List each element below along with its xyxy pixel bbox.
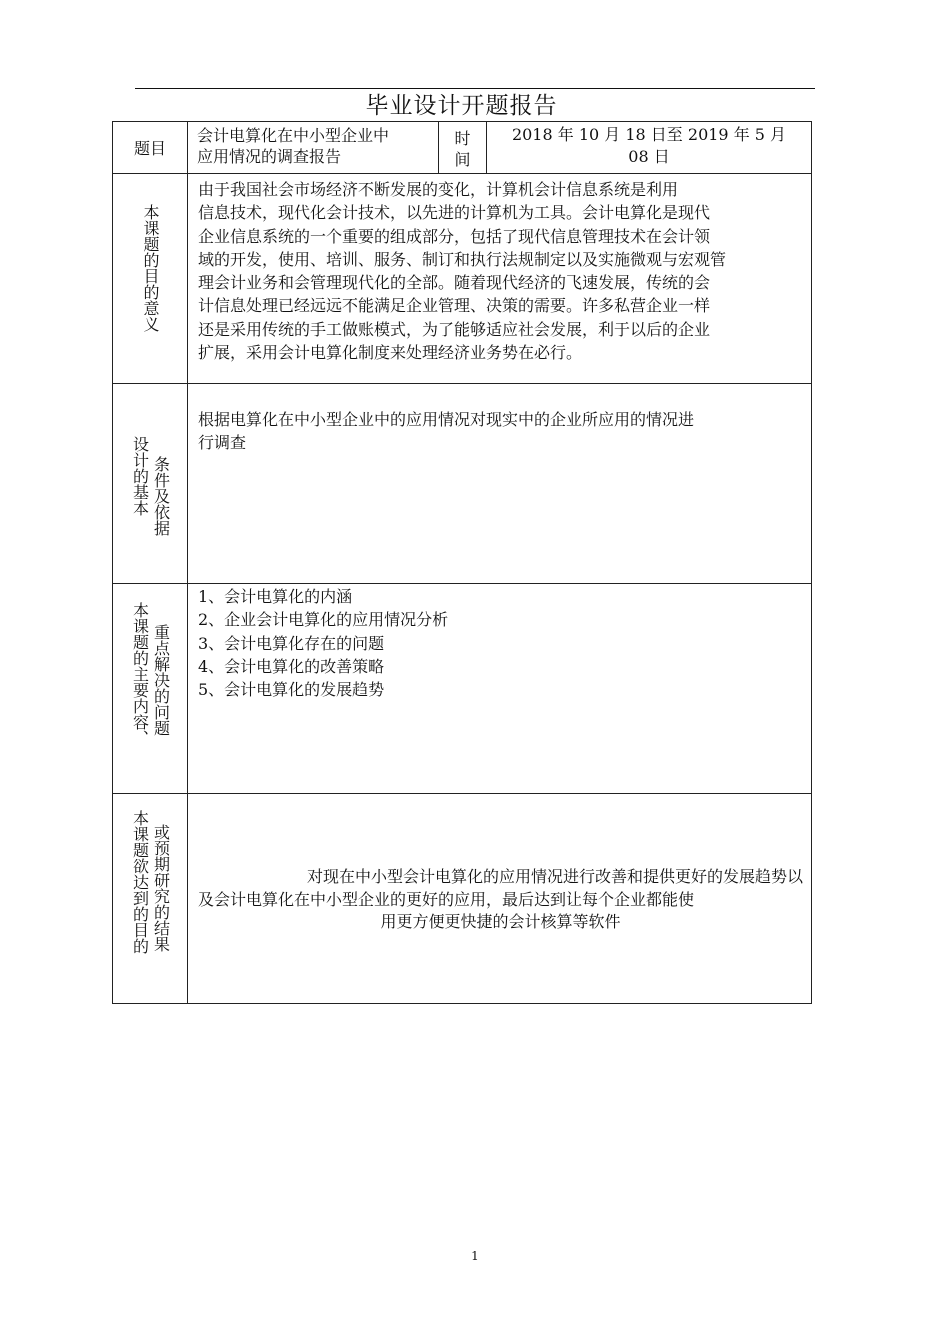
report-table	[112, 121, 812, 1004]
key-issues-label	[113, 584, 188, 794]
text-line: 理会计业务和会管理现代化的全部。随着现代经济的飞速发展，传统的会	[198, 273, 711, 293]
key-issues-label-col: 本课题的主要内容、	[130, 602, 150, 746]
header-row	[113, 122, 812, 174]
text-line: 域的开发，使用、培训、服务、制订和执行法规制定以及实施微观与宏观管	[198, 249, 727, 269]
time-value-line: 08 日	[628, 147, 670, 166]
text-line: 根据电算化在中小型企业中的应用情况对现实中的企业所应用的情况进	[198, 410, 695, 429]
time-value	[487, 122, 812, 174]
list-item: 3、会计电算化存在的问题	[198, 633, 385, 653]
text-line: 扩展，采用会计电算化制度来处理经济业务势在必行。	[198, 343, 583, 363]
topic-value-line: 应用情况的调查报告	[197, 147, 342, 166]
key-issues-row	[113, 584, 812, 794]
text-line: 行调查	[198, 433, 247, 453]
conditions-label-col: 条件及依据	[151, 456, 171, 536]
purpose-text	[188, 174, 812, 384]
results-label	[113, 794, 188, 1004]
text-line: 由于我国社会市场经济不断发展的变化，计算机会计信息系统是利用	[198, 180, 679, 199]
results-text	[188, 794, 812, 1004]
text-line: 企业信息系统的一个重要的组成部分，包括了现代信息管理技术在会计领	[198, 226, 711, 246]
results-row	[113, 794, 812, 1004]
conditions-text	[188, 384, 812, 584]
text-line: 对现在中小型会计电算化的应用情况进行改善和提供更好的发展趋势以	[306, 867, 803, 886]
results-label-col: 或预期研究的结果	[151, 824, 171, 952]
text-line: 还是采用传统的手工做账模式，为了能够适应社会发展，利于以后的企业	[198, 319, 711, 339]
top-rule	[135, 88, 815, 89]
conditions-row	[113, 384, 812, 584]
page-title: 毕业设计开题报告	[365, 93, 558, 119]
text-line: 计信息处理已经远远不能满足企业管理、决策的需要。许多私营企业一样	[198, 296, 711, 316]
key-issues-list	[188, 584, 812, 794]
topic-label: 题目	[113, 122, 188, 174]
time-label	[439, 122, 487, 174]
purpose-label-col: 本课题的目的意义	[141, 204, 160, 332]
list-item: 1、会计电算化的内涵	[198, 587, 353, 606]
text-line: 及会计电算化在中小型企业的更好的应用，最后达到让每个企业都能使	[198, 889, 695, 909]
purpose-label	[113, 174, 188, 384]
topic-value-line: 会计电算化在中小型企业中	[197, 126, 390, 145]
text-line: 信息技术，现代化会计技术，以先进的计算机为工具。会计电算化是现代	[198, 203, 711, 223]
time-value-line: 2018 年 10 月 18 日至 2019 年 5 月	[511, 125, 787, 144]
list-item: 4、会计电算化的改善策略	[198, 656, 385, 676]
list-item: 2、企业会计电算化的应用情况分析	[198, 610, 449, 630]
list-item: 5、会计电算化的发展趋势	[198, 680, 385, 700]
key-issues-label-col: 重点解决的问题	[151, 624, 171, 736]
conditions-label	[113, 384, 188, 584]
text-line: 用更方便更快捷的会计核算等软件	[380, 912, 621, 931]
topic-value	[188, 122, 439, 174]
results-label-col: 本课题欲达到的目的	[130, 810, 150, 954]
purpose-row	[113, 174, 812, 384]
time-label-line: 时	[454, 128, 471, 148]
page-number: 1	[471, 1249, 479, 1263]
time-label-line: 间	[454, 149, 471, 169]
conditions-label-col: 设计的基本	[130, 436, 150, 516]
